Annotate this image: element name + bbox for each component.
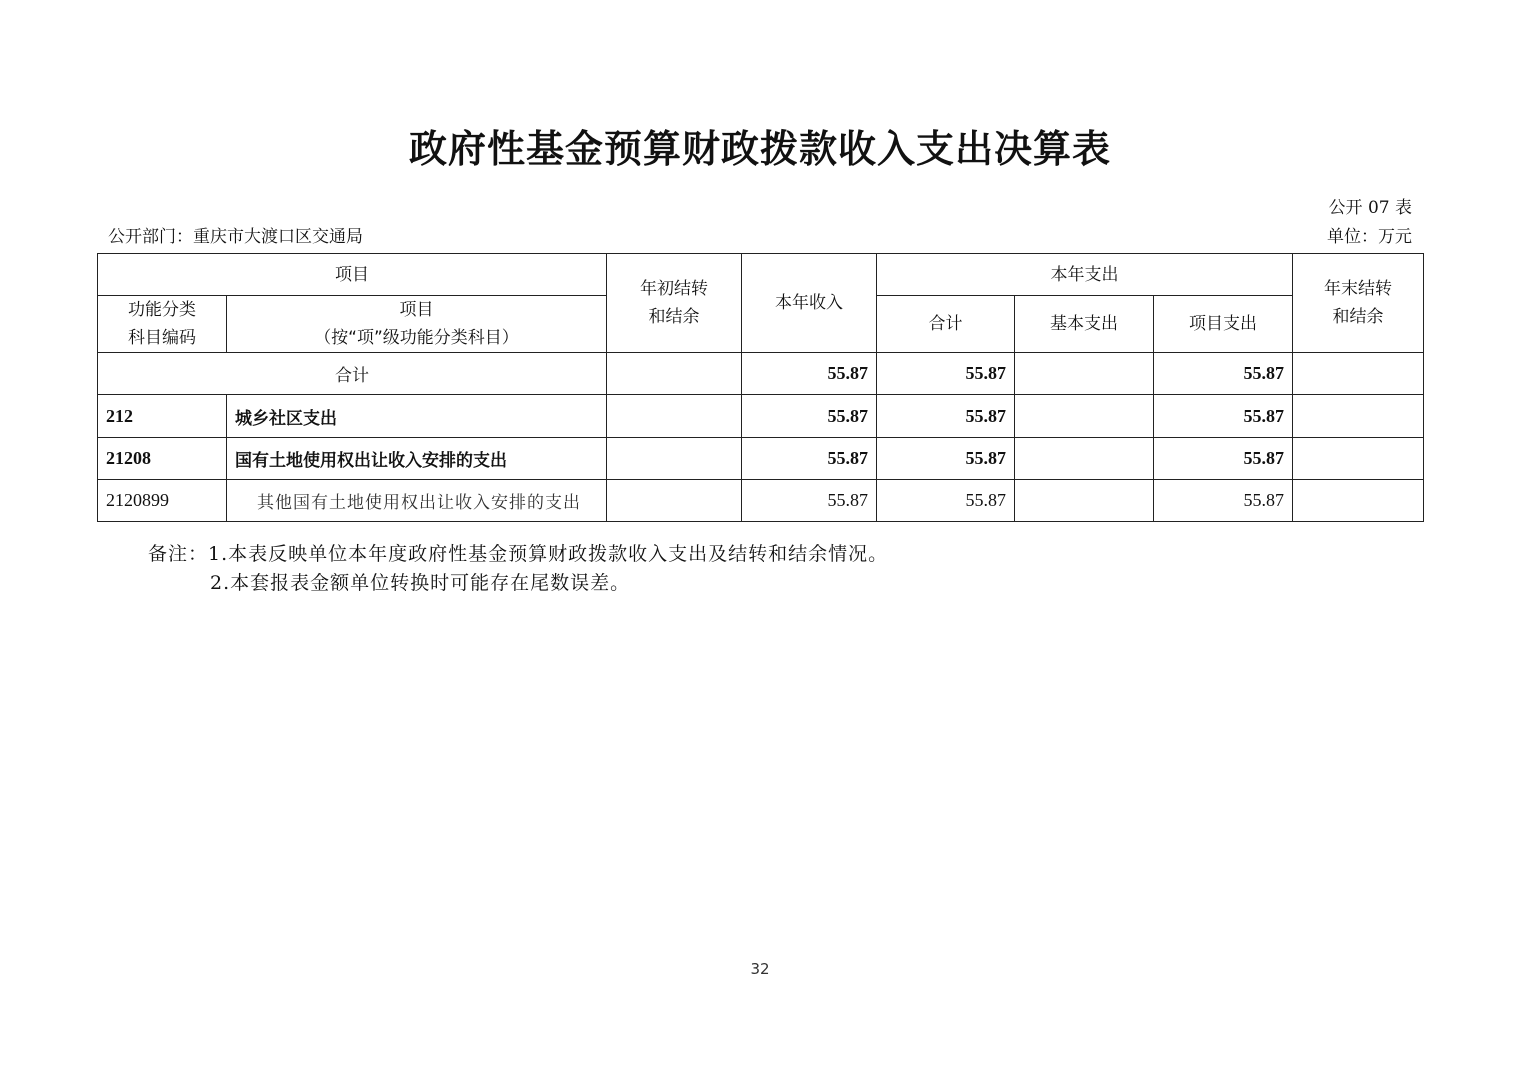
row-begin: [607, 480, 742, 522]
total-begin: [607, 353, 742, 395]
row-expense-project: 55.87: [1154, 480, 1293, 522]
row-expense-total: 55.87: [877, 438, 1015, 480]
header-name: [227, 296, 607, 353]
header-expense-group: 本年支出: [877, 254, 1293, 296]
row-end: [1293, 480, 1424, 522]
total-row: [98, 353, 1424, 395]
table-row: [98, 395, 1424, 438]
row-income: 55.87: [742, 480, 877, 522]
budget-table: [97, 253, 1424, 522]
row-begin: [607, 438, 742, 480]
header-end-balance-line2: 和结余: [1332, 307, 1384, 327]
header-code-line2: 科目编码: [128, 328, 196, 348]
header-code: [98, 296, 227, 353]
total-basic: [1015, 353, 1154, 395]
table-row: [98, 480, 1424, 522]
total-label: 合计: [98, 353, 607, 395]
notes: [148, 540, 888, 598]
header-expense-total: 合计: [877, 296, 1015, 353]
row-expense-total: 55.87: [877, 480, 1015, 522]
unit-label: 单位：万元: [1327, 227, 1412, 247]
header-begin-balance-line1: 年初结转: [640, 279, 708, 299]
row-expense-basic: [1015, 395, 1154, 438]
header-begin-balance: [607, 254, 742, 353]
total-project: 55.87: [1154, 353, 1293, 395]
row-begin: [607, 395, 742, 438]
row-expense-basic: [1015, 438, 1154, 480]
row-name: 其他国有土地使用权出让收入安排的支出: [227, 480, 607, 522]
header-name-line1: 项目: [399, 300, 434, 320]
row-end: [1293, 438, 1424, 480]
row-income: 55.87: [742, 438, 877, 480]
row-code: 2120899: [98, 480, 227, 522]
header-begin-balance-line2: 和结余: [648, 307, 700, 327]
table-row: [98, 438, 1424, 480]
row-end: [1293, 395, 1424, 438]
form-number: 公开 07 表: [1328, 198, 1412, 218]
header-code-line1: 功能分类: [128, 300, 196, 320]
header-expense-basic: 基本支出: [1015, 296, 1154, 353]
page-number: 32: [750, 960, 770, 978]
row-name: 城乡社区支出: [227, 395, 607, 438]
header-expense-project: 项目支出: [1154, 296, 1293, 353]
row-expense-project: 55.87: [1154, 395, 1293, 438]
header-income: 本年收入: [742, 254, 877, 353]
total-income: 55.87: [742, 353, 877, 395]
row-expense-project: 55.87: [1154, 438, 1293, 480]
total-expense: 55.87: [877, 353, 1015, 395]
row-name: 国有土地使用权出让收入安排的支出: [227, 438, 607, 480]
header-row-1: [98, 254, 1424, 296]
row-expense-basic: [1015, 480, 1154, 522]
row-code: 212: [98, 395, 227, 438]
row-income: 55.87: [742, 395, 877, 438]
row-expense-total: 55.87: [877, 395, 1015, 438]
note-line-1: 备注：1.本表反映单位本年度政府性基金预算财政拨款收入支出及结转和结余情况。: [148, 543, 889, 565]
page-title: 政府性基金预算财政拨款收入支出决算表: [408, 127, 1111, 171]
header-name-line2: （按“项”级功能分类科目）: [314, 328, 519, 348]
header-end-balance-line1: 年末结转: [1324, 279, 1393, 299]
header-item-group: 项目: [98, 254, 607, 296]
total-end: [1293, 353, 1424, 395]
row-code: 21208: [98, 438, 227, 480]
header-end-balance: [1293, 254, 1424, 353]
note-line-2: 2.本套报表金额单位转换时可能存在尾数误差。: [210, 572, 631, 594]
department-label: 公开部门：重庆市大渡口区交通局: [108, 227, 363, 247]
